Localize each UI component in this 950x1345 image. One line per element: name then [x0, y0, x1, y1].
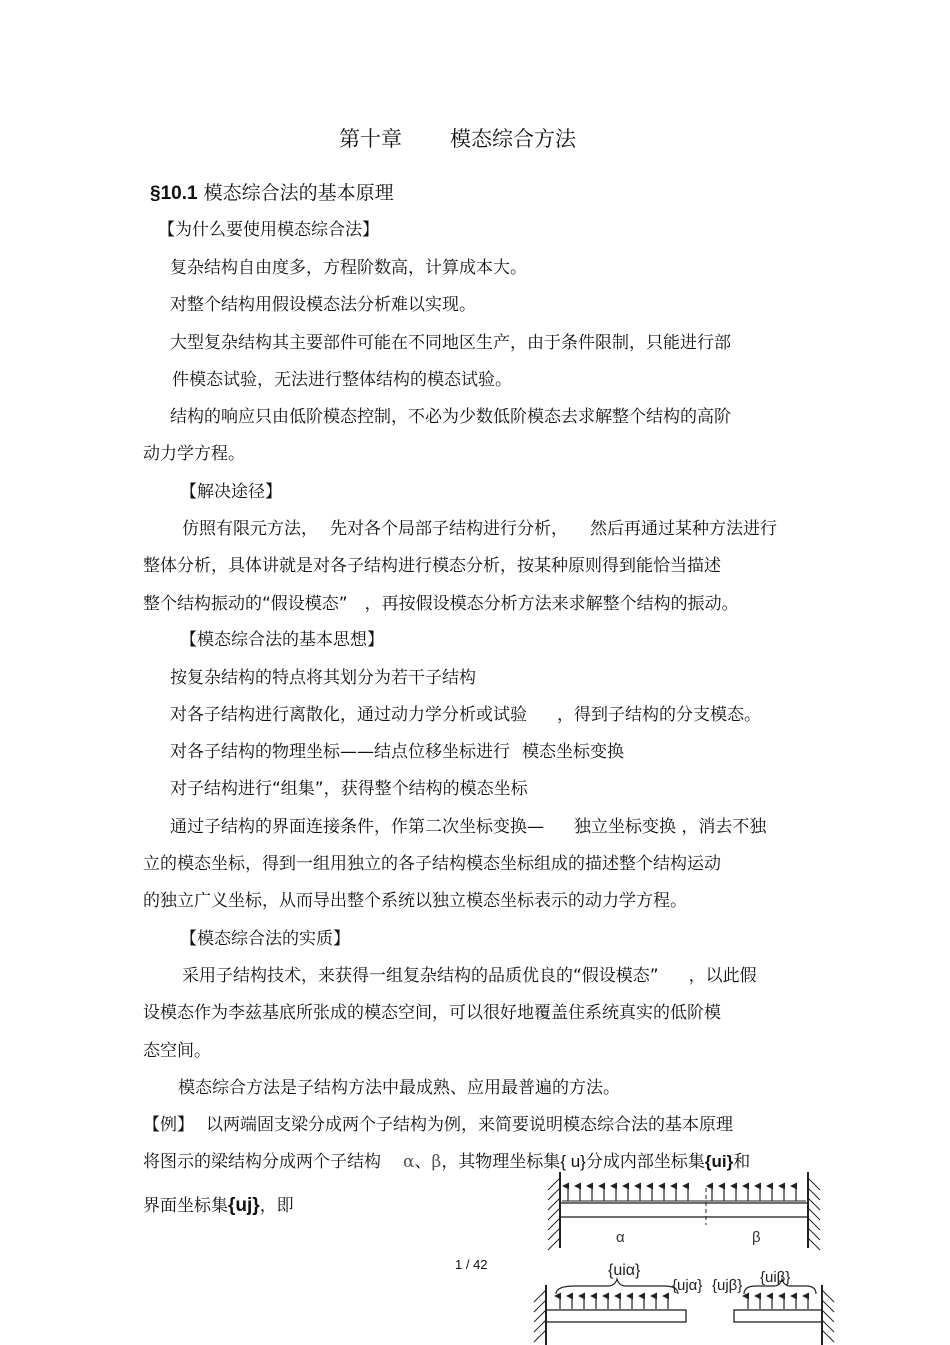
text-span: 将图示的梁结构分成两个子结构 — [143, 1152, 381, 1172]
paragraph-line: 对子结构进行“组集”，获得整个结构的模态坐标 — [170, 779, 528, 799]
text-span: ，即 — [259, 1196, 294, 1216]
paragraph-line: 件模态试验，无法进行整体结构的模态试验。 — [172, 370, 512, 390]
paragraph-line: 设模态作为李兹基底所张成的模态空间，可以很好地覆盖住系统真实的低阶模 — [143, 1003, 721, 1023]
text-span: 、 — [414, 1152, 432, 1172]
text-span: 然后再通过某种方法进行 — [590, 519, 777, 539]
paragraph-line: 立的模态坐标，得到一组用独立的各子结构模态坐标组成的描述整个结构运动 — [143, 854, 721, 874]
load-arrows-alpha — [560, 1296, 668, 1309]
paragraph-line: 动力学方程。 — [143, 444, 245, 464]
why-heading: 【为什么要使用模态综合法】 — [158, 220, 379, 240]
label-ui-alpha: {uiα} — [608, 1262, 641, 1279]
text-span: 对各子结构进行离散化，通过动力学分析或试验 — [170, 705, 527, 725]
paragraph-line: 复杂结构自由度多，方程阶数高，计算成本大。 — [170, 258, 527, 278]
example-tag: 【例】 — [143, 1115, 194, 1135]
text-span: 分成内部坐标集 — [585, 1152, 705, 1172]
essence-heading: 【模态综合法的实质】 — [180, 929, 350, 949]
paragraph-line: 对整个结构用假设模态法分析难以实现。 — [170, 295, 476, 315]
text-span: 采用子结构技术，来获得一组复杂结构的品质优良的“假设模态” — [182, 966, 659, 986]
text-span: 仿照有限元方法， — [182, 519, 318, 539]
text-span: ，以此假 — [688, 966, 757, 986]
symbol-beta: β — [431, 1152, 442, 1172]
set-uj: {uj} — [228, 1195, 260, 1216]
brace-alpha — [556, 1279, 678, 1294]
right-wall-hatch-bottom — [822, 1290, 834, 1342]
paragraph-line: 态空间。 — [143, 1041, 211, 1061]
left-wall-hatch — [548, 1178, 560, 1250]
right-wall-hatch — [808, 1178, 820, 1250]
text-span: ，其物理坐标集 — [441, 1152, 561, 1172]
paragraph-line: 结构的响应只由低阶模态控制，不必为少数低阶模态去求解整个结构的高阶 — [170, 407, 731, 427]
paragraph-line: 大型复杂结构其主要部件可能在不同地区生产，由于条件限制，只能进行部 — [170, 333, 731, 353]
label-uj-beta: {ujβ} — [712, 1277, 743, 1294]
solution-heading: 【解决途径】 — [180, 482, 282, 502]
set-u: { u} — [560, 1152, 586, 1171]
text-span: 以两端固支梁分成两个子结构为例，来简要说明模态综合法的基本原理 — [206, 1115, 733, 1135]
label-uj-alpha: {ujα} — [672, 1277, 703, 1294]
text-span: 模态坐标变换 — [522, 742, 624, 762]
paragraph-line: 按复杂结构的特点将其划分为若干子结构 — [170, 668, 476, 688]
left-wall-hatch-bottom — [534, 1290, 546, 1342]
symbol-alpha: α — [403, 1152, 415, 1172]
page-number: 1 / 42 — [455, 1257, 488, 1272]
text-span: 界面坐标集 — [143, 1196, 228, 1216]
label-alpha: α — [616, 1229, 625, 1246]
load-arrows-beta — [748, 1296, 808, 1309]
text-span: 独立坐标变换 ，消去不独 — [574, 817, 767, 837]
text-span: 先对各个局部子结构进行分析， — [330, 519, 568, 539]
set-ui: {ui} — [704, 1152, 734, 1171]
text-span: ，得到子结构的分支模态。 — [557, 705, 761, 725]
chapter-name: 模态综合方法 — [450, 127, 576, 151]
chapter-number: 第十章 — [339, 127, 402, 151]
full-beam — [548, 1172, 820, 1250]
text-span: 对各子结构的物理坐标——结点位移坐标进行 — [170, 742, 510, 762]
paragraph-line: 模态综合方法是子结构方法中最成熟、应用最普遍的方法。 — [178, 1078, 620, 1098]
section-title: 模态综合法的基本原理 — [203, 182, 394, 204]
split-beams — [534, 1262, 834, 1345]
text-span: 通过子结构的界面连接条件，作第二次坐标变换— — [170, 817, 544, 837]
label-beta: β — [752, 1229, 761, 1246]
paragraph-line: 整个结构振动的“假设模态” ，再按假设模态分析方法来求解整个结构的振动。 — [143, 594, 739, 614]
label-ui-beta: {uiβ} — [760, 1269, 791, 1286]
paragraph-line: 的独立广义坐标，从而导出整个系统以独立模态坐标表示的动力学方程。 — [143, 891, 687, 911]
idea-heading: 【模态综合法的基本思想】 — [180, 630, 384, 650]
text-span: 和 — [733, 1152, 751, 1172]
paragraph-line: 整体分析，具体讲就是对各子结构进行模态分析，按某种原则得到能恰当描述 — [143, 556, 721, 576]
load-arrows-top — [568, 1186, 796, 1201]
section-number: §10.1 — [150, 183, 198, 204]
